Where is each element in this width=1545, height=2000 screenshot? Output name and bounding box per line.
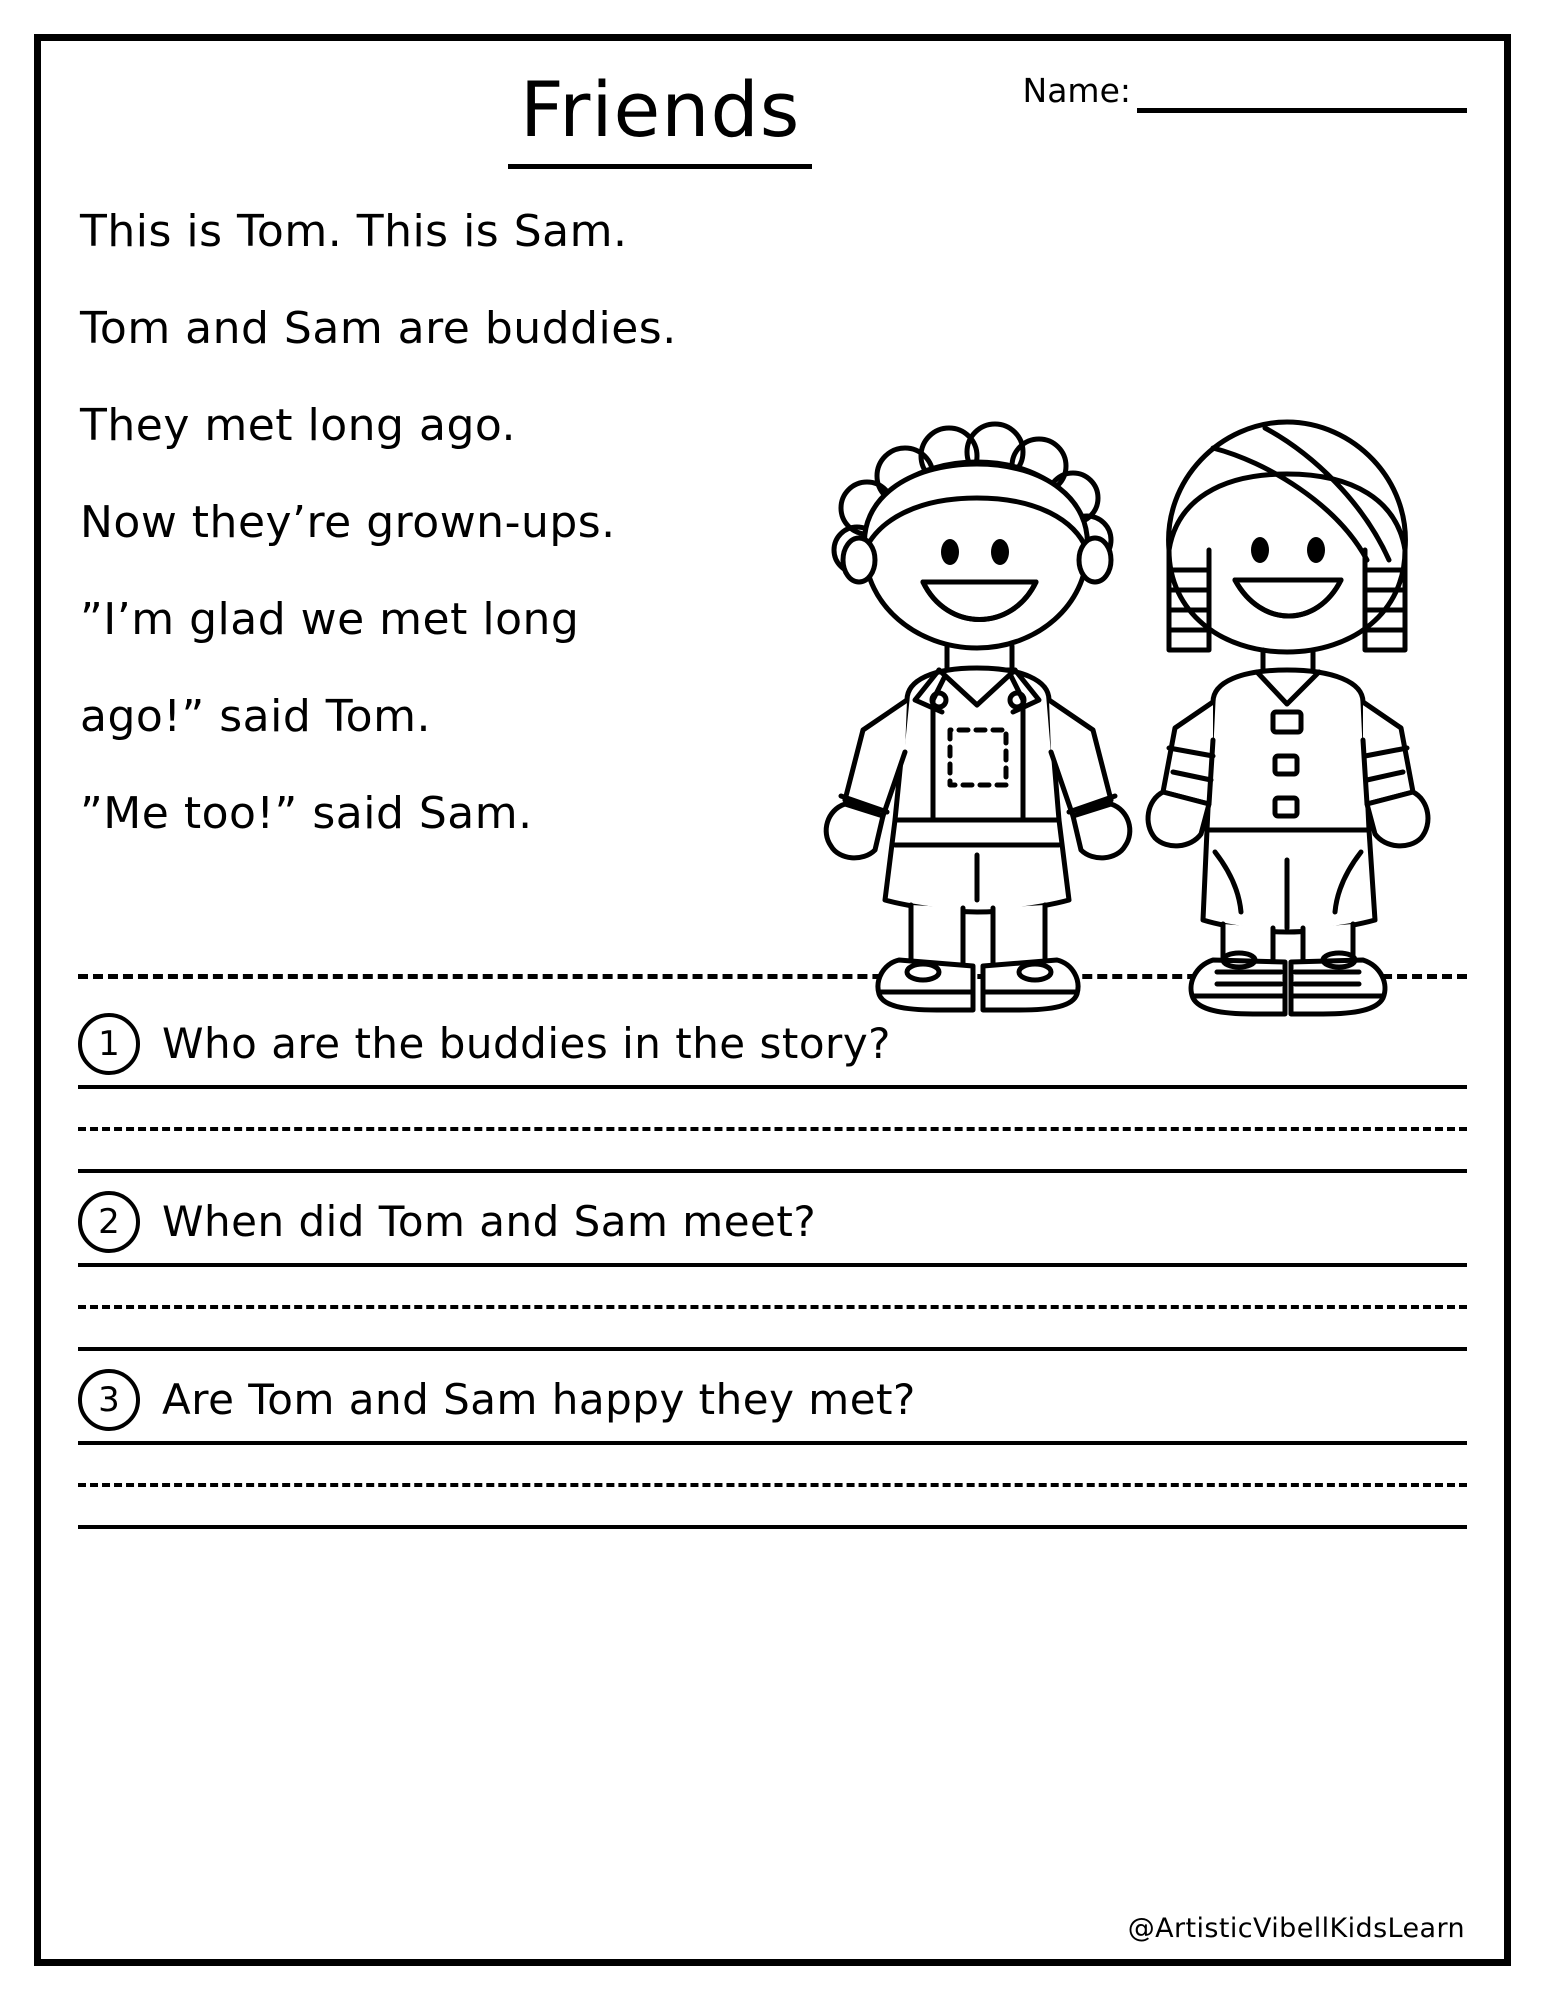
story-line: ”Me too!” said Sam.: [80, 788, 533, 839]
name-field-block: [1022, 71, 1467, 113]
answer-line-mid: [78, 1483, 1467, 1487]
question-block-2: [78, 1191, 1467, 1351]
worksheet-header: [78, 60, 1467, 200]
question-block-3: [78, 1369, 1467, 1529]
story-line: They met long ago.: [80, 400, 517, 451]
question-row: [78, 1013, 1467, 1075]
story-line: This is Tom. This is Sam.: [80, 206, 628, 257]
question-number-2: 2: [78, 1191, 140, 1253]
question-number-3: 3: [78, 1369, 140, 1431]
answer-line-bottom: [78, 1169, 1467, 1173]
story-area: [78, 206, 1467, 970]
story-line: Tom and Sam are buddies.: [80, 303, 677, 354]
answer-lines-3[interactable]: [78, 1441, 1467, 1529]
question-block-1: [78, 1013, 1467, 1173]
footer-credit: @ArtisticVibellKidsLearn: [1127, 1913, 1465, 1944]
page-title: Friends: [508, 72, 812, 169]
question-number-1: 1: [78, 1013, 140, 1075]
question-text-2: When did Tom and Sam meet?: [162, 1197, 817, 1246]
question-row: [78, 1369, 1467, 1431]
answer-lines-1[interactable]: [78, 1085, 1467, 1173]
answer-line-top: [78, 1085, 1467, 1089]
question-text-3: Are Tom and Sam happy they met?: [162, 1375, 916, 1424]
name-label: Name:: [1022, 71, 1131, 110]
question-row: [78, 1191, 1467, 1253]
story-text: [80, 206, 840, 889]
answer-line-top: [78, 1263, 1467, 1267]
questions-section: [78, 1013, 1467, 1529]
story-line: Now they’re grown-ups.: [80, 497, 616, 548]
answer-line-bottom: [78, 1525, 1467, 1529]
story-line: ago!” said Tom.: [80, 691, 431, 742]
answer-line-mid: [78, 1127, 1467, 1131]
name-input-line[interactable]: [1137, 74, 1467, 113]
answer-lines-2[interactable]: [78, 1263, 1467, 1351]
answer-line-top: [78, 1441, 1467, 1445]
question-text-1: Who are the buddies in the story?: [162, 1019, 891, 1068]
two-kids-illustration: [787, 400, 1477, 1020]
story-line: ”I’m glad we met long: [80, 594, 580, 645]
answer-line-mid: [78, 1305, 1467, 1309]
page-content: [78, 60, 1467, 1942]
answer-line-bottom: [78, 1347, 1467, 1351]
